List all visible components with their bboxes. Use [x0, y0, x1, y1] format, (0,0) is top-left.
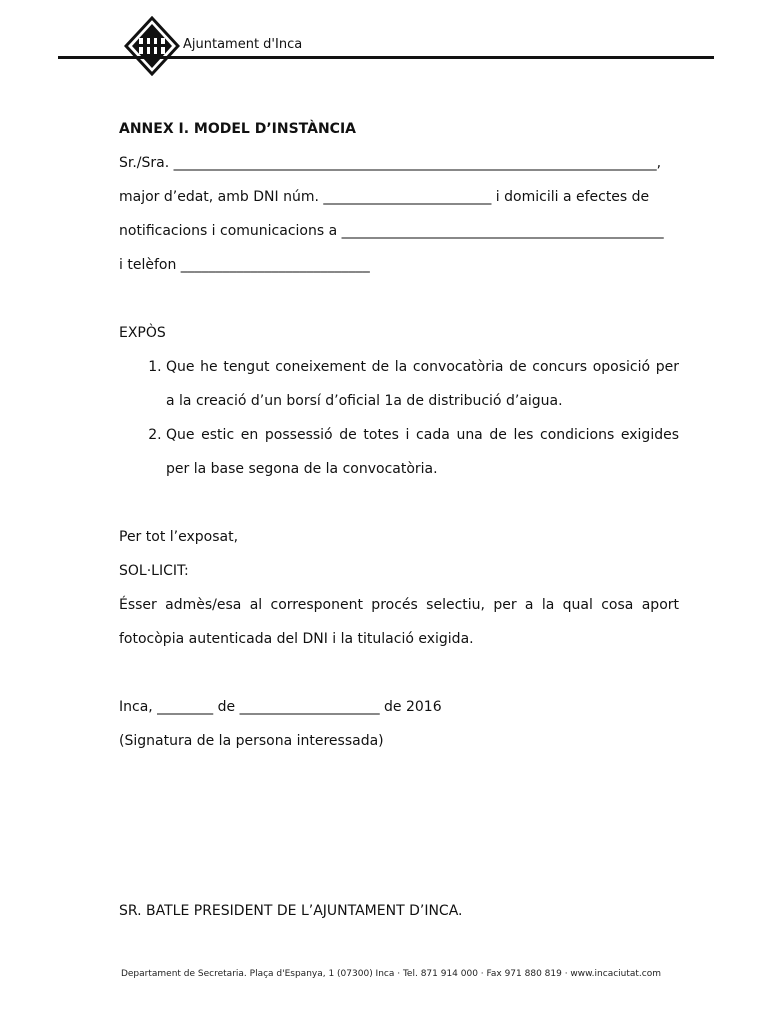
header-rule [58, 56, 714, 59]
sollicit-text: Ésser admès/esa al corresponent procés selectiu, per a la qual cosa aport fotocòpia autenticada del DNI i la titulació exigida. [119, 597, 679, 647]
applicant-line-address: notificacions i comunicacions a ______________________________________________ [119, 223, 664, 239]
expos-item: 1. Que he tengut coneixement de la convocatòria de concurs oposició per a la creació d’un borsí d’oficial 1a de distribució d’aigua. [166, 350, 679, 418]
document-title: ANNEX I. MODEL D’INSTÀNCIA [119, 121, 356, 137]
expos-item: 2. Que estic en possessió de totes i cada una de les condicions exigides per la base segona de la convocatòria. [166, 418, 679, 486]
spacer [119, 486, 679, 520]
spacer [119, 860, 679, 894]
sollicit-heading: SOL·LICIT: [119, 563, 189, 579]
per-tot-text: Per tot l’exposat, [119, 529, 239, 545]
expos-heading: EXPÒS [119, 325, 166, 341]
page-header [0, 0, 770, 80]
document-body [119, 112, 679, 928]
date-line: Inca, ________ de ____________________ de 2016 [119, 699, 442, 715]
addressee: SR. BATLE PRESIDENT DE L’AJUNTAMENT D’INCA. [119, 903, 463, 919]
spacer [119, 282, 679, 316]
applicant-line-dni: major d’edat, amb DNI núm. ________________________ i domicili a efectes de [119, 189, 650, 205]
page-footer: Departament de Secretaria. Plaça d'Espanya, 1 (07300) Inca · Tel. 871 914 000 · Fax 971 880 819 · www.incaciutat.com [120, 969, 662, 979]
applicant-line-name: Sr./Sra. _____________________________________________________________________, [119, 155, 662, 171]
organization-name: Ajuntament d'Inca [183, 37, 303, 52]
spacer [119, 758, 679, 792]
spacer [119, 826, 679, 860]
signature-line: (Signatura de la persona interessada) [119, 733, 384, 749]
expos-list [119, 350, 679, 486]
applicant-line-phone: i telèfon ___________________________ [119, 257, 370, 273]
city-coat-of-arms-logo [124, 16, 180, 76]
spacer [119, 792, 679, 826]
spacer [119, 656, 679, 690]
